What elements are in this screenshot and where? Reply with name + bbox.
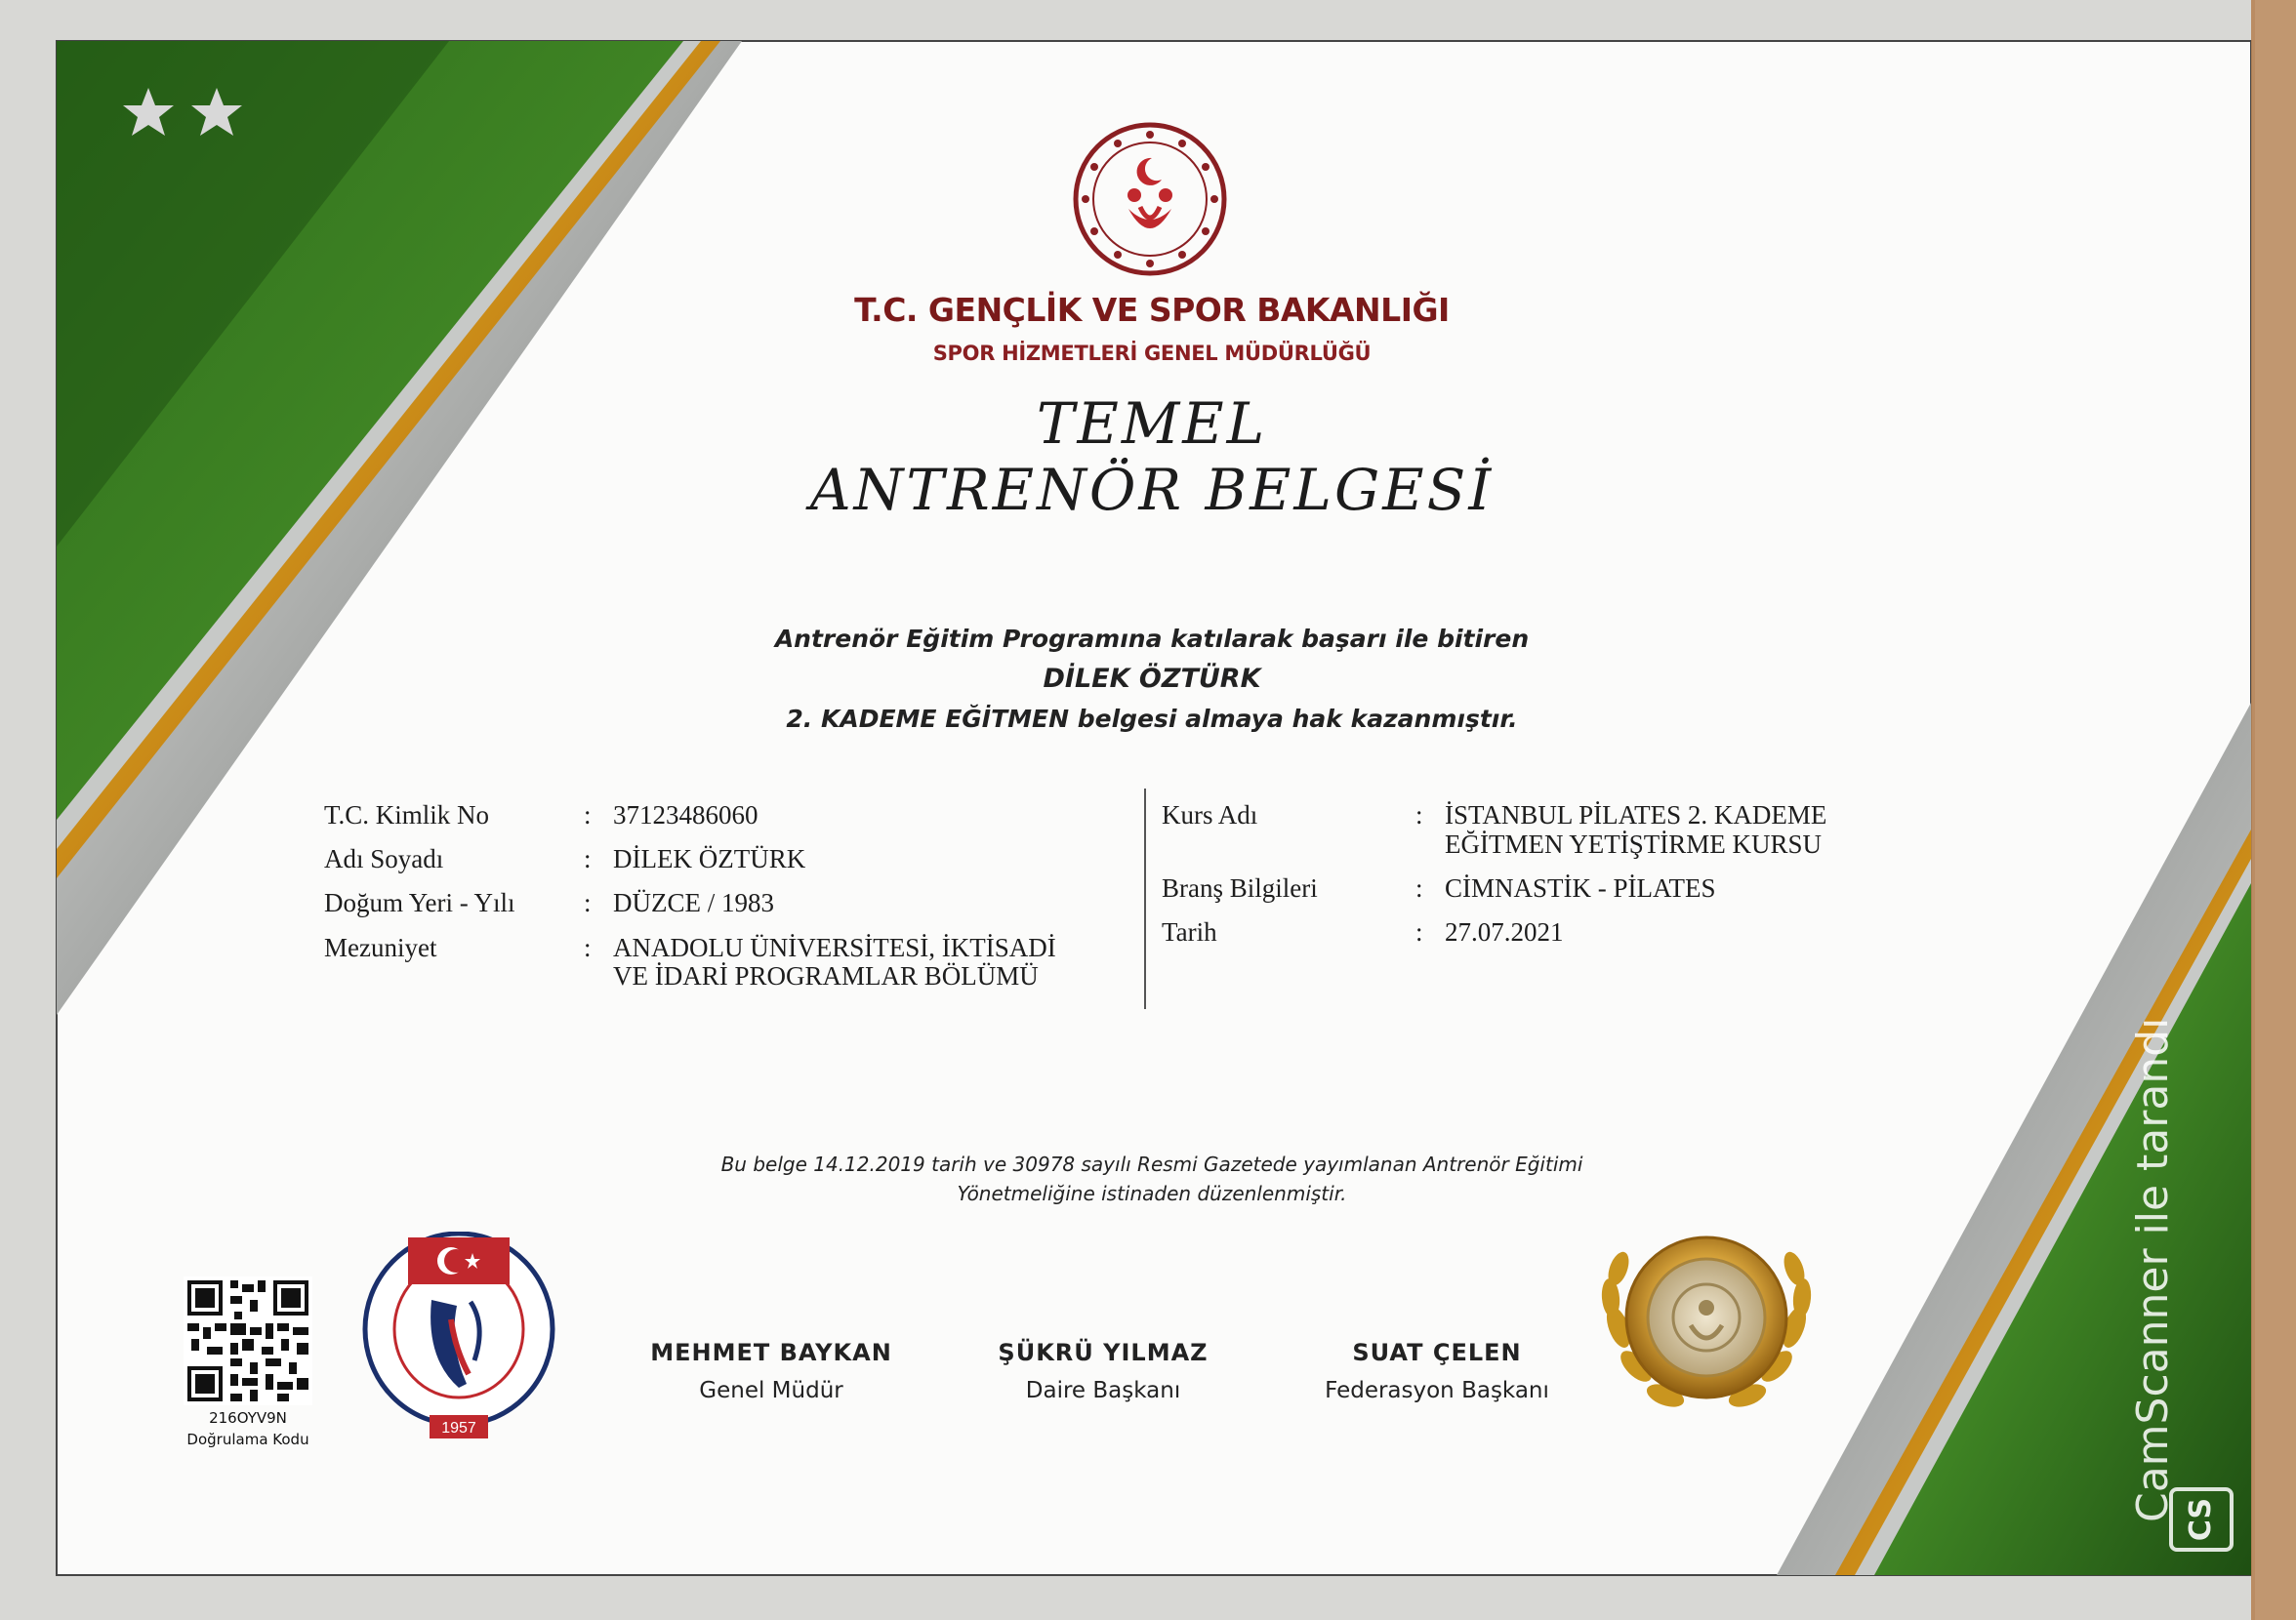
name-value: DİLEK ÖZTÜRK xyxy=(613,844,806,873)
branch-label: Branş Bilgileri xyxy=(1162,873,1318,903)
colon: : xyxy=(1415,800,1423,830)
verification-code: 216OYV9N xyxy=(209,1409,287,1427)
signature-1-name: MEHMET BAYKAN xyxy=(650,1339,892,1366)
directorate-name: SPOR HİZMETLERİ GENEL MÜDÜRLÜĞÜ xyxy=(932,342,1372,365)
signature-3-name: SUAT ÇELEN xyxy=(1352,1339,1522,1366)
colon: : xyxy=(584,888,592,917)
colon: : xyxy=(584,800,592,830)
name-label: Adı Soyadı xyxy=(324,844,444,873)
verification-label: Doğrulama Kodu xyxy=(186,1431,309,1448)
tc-no-value: 37123486060 xyxy=(613,800,758,830)
birth-label: Doğum Yeri - Yılı xyxy=(324,888,515,917)
gold-medal-icon xyxy=(1589,1210,1824,1435)
camscanner-badge-icon xyxy=(2169,1487,2234,1552)
award-line: 2. KADEME EĞİTMEN belgesi almaya hak kazanmıştır. xyxy=(786,705,1518,733)
certificate-title-line2: ANTRENÖR BELGESİ xyxy=(809,457,1495,523)
course-label: Kurs Adı xyxy=(1162,800,1258,830)
colon: : xyxy=(1415,873,1423,903)
stars-icon xyxy=(119,84,256,142)
seal-year: 1957 xyxy=(441,1420,476,1437)
signature-1-title: Genel Müdür xyxy=(699,1378,843,1403)
date-label: Tarih xyxy=(1162,917,1217,947)
branch-value: CİMNASTİK - PİLATES xyxy=(1445,873,1716,903)
signature-3-title: Federasyon Başkanı xyxy=(1325,1378,1549,1403)
info-divider xyxy=(1144,789,1146,1009)
colon: : xyxy=(584,933,592,962)
recipient-name: DİLEK ÖZTÜRK xyxy=(1043,664,1261,694)
ministry-name: T.C. GENÇLİK VE SPOR BAKANLIĞI xyxy=(854,291,1450,329)
birth-value: DÜZCE / 1983 xyxy=(613,888,774,917)
graduation-label: Mezuniyet xyxy=(324,933,437,962)
graduation-value-line2: VE İDARİ PROGRAMLAR BÖLÜMÜ xyxy=(613,961,1039,991)
certificate-title-line1: TEMEL xyxy=(1036,390,1268,457)
colon: : xyxy=(1415,917,1423,947)
course-value-line2: EĞİTMEN YETİŞTİRME KURSU xyxy=(1445,830,1822,859)
course-value: İSTANBUL PİLATES 2. KADEME xyxy=(1445,800,1827,830)
federation-seal-icon xyxy=(361,1232,556,1446)
graduation-value: ANADOLU ÜNİVERSİTESİ, İKTİSADİ xyxy=(613,933,1056,962)
date-value: 27.07.2021 xyxy=(1445,917,1564,947)
ministry-logo-icon xyxy=(1072,121,1228,277)
tc-no-label: T.C. Kimlik No xyxy=(324,800,490,830)
signature-2-title: Daire Başkanı xyxy=(1025,1378,1181,1403)
camscanner-watermark: CamScanner ile tarandı xyxy=(2128,1017,2178,1522)
intro-line: Antrenör Eğitim Programına katılarak başarı ile bitiren xyxy=(774,625,1530,653)
signature-2-name: ŞÜKRÜ YILMAZ xyxy=(998,1339,1209,1366)
camscanner-badge-text: CS xyxy=(2184,1497,2218,1542)
footnote-line2: Yönetmeliğine istinaden düzenlenmiştir. xyxy=(957,1182,1347,1205)
footnote-line1: Bu belge 14.12.2019 tarih ve 30978 sayılı Resmi Gazetede yayımlanan Antrenör Eğitimi xyxy=(720,1153,1583,1176)
qr-code-icon xyxy=(184,1276,312,1405)
colon: : xyxy=(584,844,592,873)
